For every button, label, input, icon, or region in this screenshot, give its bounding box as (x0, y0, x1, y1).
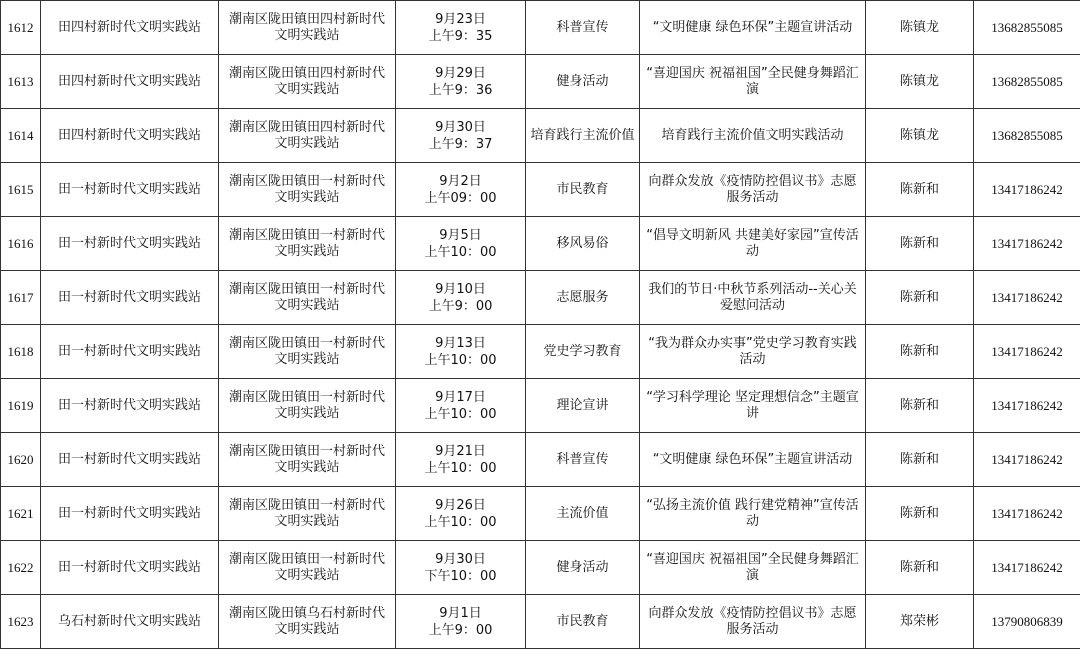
activity-content-cell: “文明健康 绿色环保”主题宣讲活动 (640, 433, 866, 487)
category-cell: 市民教育 (526, 595, 640, 649)
phone-number-cell: 13417186242 (974, 379, 1080, 433)
activity-content-cell: “文明健康 绿色环保”主题宣讲活动 (640, 1, 866, 55)
phone-number-cell: 13417186242 (974, 217, 1080, 271)
row-number-cell: 1622 (1, 541, 41, 595)
phone-number-cell: 13790806839 (974, 595, 1080, 649)
contact-person-cell: 陈新和 (866, 163, 974, 217)
phone-number-cell: 13417186242 (974, 433, 1080, 487)
row-number-cell: 1612 (1, 1, 41, 55)
activity-date: 9月26日 (435, 497, 486, 513)
activity-content-cell: 向群众发放《疫情防控倡议书》志愿服务活动 (640, 595, 866, 649)
phone-number-cell: 13417186242 (974, 487, 1080, 541)
phone-number-cell: 13682855085 (974, 1, 1080, 55)
row-number-cell: 1613 (1, 55, 41, 109)
row-number-cell: 1617 (1, 271, 41, 325)
table-row (1, 379, 1080, 433)
datetime-cell (396, 541, 526, 595)
contact-person-cell: 陈新和 (866, 487, 974, 541)
row-number-cell: 1618 (1, 325, 41, 379)
activity-date: 9月10日 (435, 281, 486, 297)
table-row (1, 163, 1080, 217)
activity-date: 9月17日 (435, 389, 486, 405)
datetime-cell (396, 595, 526, 649)
activity-date: 9月1日 (439, 605, 482, 621)
contact-person-cell: 陈镇龙 (866, 55, 974, 109)
station-name-cell: 田一村新时代文明实践站 (41, 433, 219, 487)
contact-person-cell: 陈新和 (866, 271, 974, 325)
activity-time: 上午9：36 (428, 82, 493, 98)
activity-time: 上午9：00 (428, 298, 493, 314)
datetime-cell (396, 433, 526, 487)
table-row (1, 487, 1080, 541)
datetime-cell (396, 1, 526, 55)
location-cell: 潮南区陇田镇田一村新时代文明实践站 (219, 217, 396, 271)
activity-date: 9月21日 (435, 443, 486, 459)
location-cell: 潮南区陇田镇田四村新时代文明实践站 (219, 1, 396, 55)
station-name-cell: 田一村新时代文明实践站 (41, 379, 219, 433)
station-name-cell: 田一村新时代文明实践站 (41, 217, 219, 271)
activity-time: 上午9：37 (428, 136, 493, 152)
table-row (1, 109, 1080, 163)
activity-date: 9月2日 (439, 173, 482, 189)
activity-time: 上午10：00 (424, 514, 497, 530)
table-row (1, 1, 1080, 55)
table-body (1, 1, 1080, 649)
station-name-cell: 田一村新时代文明实践站 (41, 163, 219, 217)
phone-number-cell: 13682855085 (974, 55, 1080, 109)
table-row (1, 433, 1080, 487)
row-number-cell: 1620 (1, 433, 41, 487)
contact-person-cell: 陈新和 (866, 325, 974, 379)
activity-time: 上午9：00 (428, 622, 493, 638)
activity-time: 上午10：00 (424, 352, 497, 368)
category-cell: 科普宣传 (526, 433, 640, 487)
row-number-cell: 1621 (1, 487, 41, 541)
category-cell: 理论宣讲 (526, 379, 640, 433)
activity-date: 9月30日 (435, 119, 486, 135)
category-cell: 健身活动 (526, 55, 640, 109)
location-cell: 潮南区陇田镇乌石村新时代文明实践站 (219, 595, 396, 649)
contact-person-cell: 陈新和 (866, 433, 974, 487)
phone-number-cell: 13682855085 (974, 109, 1080, 163)
activity-content-cell: 培育践行主流价值文明实践活动 (640, 109, 866, 163)
station-name-cell: 田四村新时代文明实践站 (41, 55, 219, 109)
row-number-cell: 1619 (1, 379, 41, 433)
location-cell: 潮南区陇田镇田一村新时代文明实践站 (219, 271, 396, 325)
contact-person-cell: 陈新和 (866, 217, 974, 271)
phone-number-cell: 13417186242 (974, 541, 1080, 595)
datetime-cell (396, 271, 526, 325)
activity-date: 9月23日 (435, 11, 486, 27)
contact-person-cell: 陈镇龙 (866, 1, 974, 55)
station-name-cell: 田四村新时代文明实践站 (41, 109, 219, 163)
datetime-cell (396, 55, 526, 109)
contact-person-cell: 郑荣彬 (866, 595, 974, 649)
row-number-cell: 1616 (1, 217, 41, 271)
activity-time: 上午09：00 (424, 190, 497, 206)
activity-content-cell: 向群众发放《疫情防控倡议书》志愿服务活动 (640, 163, 866, 217)
activity-date: 9月29日 (435, 65, 486, 81)
location-cell: 潮南区陇田镇田一村新时代文明实践站 (219, 487, 396, 541)
category-cell: 科普宣传 (526, 1, 640, 55)
table-row (1, 325, 1080, 379)
datetime-cell (396, 163, 526, 217)
contact-person-cell: 陈镇龙 (866, 109, 974, 163)
station-name-cell: 田四村新时代文明实践站 (41, 1, 219, 55)
activity-content-cell: “倡导文明新风 共建美好家园”宣传活动 (640, 217, 866, 271)
location-cell: 潮南区陇田镇田一村新时代文明实践站 (219, 163, 396, 217)
datetime-cell (396, 217, 526, 271)
table-row (1, 541, 1080, 595)
activity-date: 9月5日 (439, 227, 482, 243)
datetime-cell (396, 325, 526, 379)
activity-content-cell: “喜迎国庆 祝福祖国”全民健身舞蹈汇演 (640, 55, 866, 109)
category-cell: 党史学习教育 (526, 325, 640, 379)
activity-content-cell: “学习科学理论 坚定理想信念”主题宣讲 (640, 379, 866, 433)
activity-date: 9月30日 (435, 551, 486, 567)
activity-time: 上午10：00 (424, 244, 497, 260)
row-number-cell: 1614 (1, 109, 41, 163)
station-name-cell: 田一村新时代文明实践站 (41, 271, 219, 325)
table-row (1, 55, 1080, 109)
activity-date: 9月13日 (435, 335, 486, 351)
phone-number-cell: 13417186242 (974, 325, 1080, 379)
table-row (1, 271, 1080, 325)
datetime-cell (396, 487, 526, 541)
activity-content-cell: 我们的节日·中秋节系列活动--关心关爱慰问活动 (640, 271, 866, 325)
phone-number-cell: 13417186242 (974, 163, 1080, 217)
activity-time: 上午10：00 (424, 406, 497, 422)
station-name-cell: 乌石村新时代文明实践站 (41, 595, 219, 649)
activity-content-cell: “我为群众办实事”党史学习教育实践活动 (640, 325, 866, 379)
table-row (1, 217, 1080, 271)
row-number-cell: 1615 (1, 163, 41, 217)
activity-time: 上午9：35 (428, 28, 493, 44)
contact-person-cell: 陈新和 (866, 541, 974, 595)
category-cell: 主流价值 (526, 487, 640, 541)
category-cell: 培育践行主流价值 (526, 109, 640, 163)
activity-time: 上午10：00 (424, 460, 497, 476)
table-row (1, 595, 1080, 649)
location-cell: 潮南区陇田镇田一村新时代文明实践站 (219, 379, 396, 433)
station-name-cell: 田一村新时代文明实践站 (41, 541, 219, 595)
category-cell: 移风易俗 (526, 217, 640, 271)
category-cell: 健身活动 (526, 541, 640, 595)
row-number-cell: 1623 (1, 595, 41, 649)
location-cell: 潮南区陇田镇田一村新时代文明实践站 (219, 541, 396, 595)
activity-content-cell: “喜迎国庆 祝福祖国”全民健身舞蹈汇演 (640, 541, 866, 595)
contact-person-cell: 陈新和 (866, 379, 974, 433)
phone-number-cell: 13417186242 (974, 271, 1080, 325)
location-cell: 潮南区陇田镇田四村新时代文明实践站 (219, 109, 396, 163)
datetime-cell (396, 379, 526, 433)
category-cell: 志愿服务 (526, 271, 640, 325)
location-cell: 潮南区陇田镇田一村新时代文明实践站 (219, 433, 396, 487)
category-cell: 市民教育 (526, 163, 640, 217)
location-cell: 潮南区陇田镇田四村新时代文明实践站 (219, 55, 396, 109)
activity-time: 下午10：00 (424, 568, 497, 584)
datetime-cell (396, 109, 526, 163)
station-name-cell: 田一村新时代文明实践站 (41, 325, 219, 379)
station-name-cell: 田一村新时代文明实践站 (41, 487, 219, 541)
activity-content-cell: “弘扬主流价值 践行建党精神”宣传活动 (640, 487, 866, 541)
location-cell: 潮南区陇田镇田一村新时代文明实践站 (219, 325, 396, 379)
